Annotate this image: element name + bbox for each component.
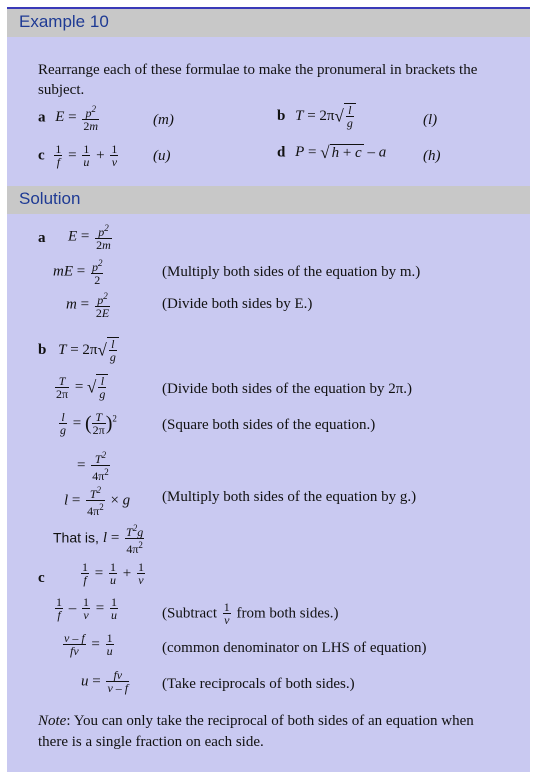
part-b-label: b [277,107,286,124]
solution-b-label: b [38,341,47,358]
solution-b-note2: (Square both sides of the equation.) [162,417,376,433]
solution-c-step2: $\frac{1}{f}$ – $\frac{1}{v}$ = $\frac{1}{u}$ [56,595,117,622]
example-title: Example 10 [19,12,109,31]
solution-c-note2: (common denominator on LHS of equation) [162,640,427,656]
solution-c-note1: (Subtract $\frac{1}{v}$ from both sides.) [162,600,339,627]
part-a: a E = $\frac{p^2}{2m}$ [38,104,99,133]
part-c-label: c [38,147,45,164]
solution-c-note3: (Take reciprocals of both sides.) [162,676,355,692]
solution-c-label: c [38,570,45,586]
example-box [7,7,530,772]
solution-c-step1: $\frac{1}{f}$ = $\frac{1}{u}$ + $\frac{1}{v}$ [82,560,144,587]
note-text: : You can only take the reciprocal of both sides of an equation when there is a single fraction on each side. [38,713,474,750]
solution-a-step2: mE = $\frac{p^2}{2}$ [53,258,103,287]
solution-b-step5: l = $\frac{T^2}{4\pi^2}$ × g [64,485,131,518]
solution-b-result: That is, l = $\frac{T^2g}{4\pi^2}$ [53,523,144,556]
reciprocal-note [38,711,488,753]
subtract-label: (Subtract [162,605,217,622]
part-d: d P = √ h + c – a [277,143,387,162]
that-is-label: That is, [53,529,99,546]
example-prompt: Rearrange each of these formulae to make the pronumeral in brackets the subject. [38,62,478,98]
solution-b-step2: $\frac{T}{2\pi}$ = √ $\frac{l}{g}$ [53,374,108,401]
solution-b-step4: = $\frac{T^2}{4\pi^2}$ [77,450,109,483]
solution-header [7,186,530,214]
note-label: Note [38,713,67,729]
part-c-subject: (u) [153,148,171,164]
solution-b-step1: b T = 2π√ $\frac{l}{g}$ [38,337,119,364]
part-d-label: d [277,144,286,161]
solution-b-step3: $\frac{l}{g}$ = ( $\frac{T}{2\pi}$ )$^2$ [60,410,117,437]
solution-a-step3: m = $\frac{p^2}{2E}$ [66,291,110,320]
subtract-rest: from both sides.) [236,605,339,622]
solution-a-step1: E = $\frac{p^2}{2m}$ [68,223,111,252]
part-c: c $\frac{1}{f}$ = $\frac{1}{u}$ + $\frac{1}{v}$ [38,142,118,169]
solution-b-note3: (Multiply both sides of the equation by g.) [162,489,417,505]
part-d-subject: (h) [423,148,441,164]
part-a-subject: (m) [153,112,174,128]
solution-c-step4: u = $\frac{fv}{v - f}$ [81,668,129,695]
solution-c-step3: $\frac{v - f}{fv}$ = $\frac{1}{u}$ [64,631,113,658]
solution-b-note1: (Divide both sides of the equation by 2π.) [162,381,413,397]
solution-a-label: a [38,230,46,246]
solution-title: Solution [19,189,81,208]
solution-a-note2: (Divide both sides by E.) [162,296,313,312]
part-b-subject: (l) [423,112,438,128]
part-a-label: a [38,109,46,126]
example-header [7,9,530,37]
solution-a-note1: (Multiply both sides of the equation by m.) [162,264,421,280]
part-b: b T = 2π√ $\frac{l}{g}$ [277,103,356,130]
